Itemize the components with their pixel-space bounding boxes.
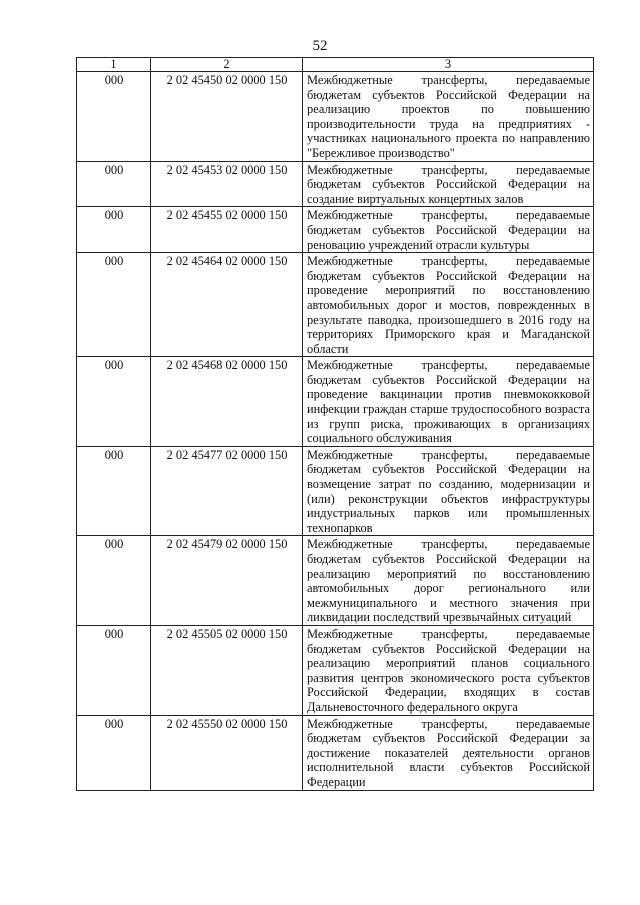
budget-code-cell: 2 02 45455 02 0000 150 bbox=[151, 207, 303, 253]
budget-code-cell: 2 02 45453 02 0000 150 bbox=[151, 161, 303, 207]
budget-code-cell: 2 02 45550 02 0000 150 bbox=[151, 715, 303, 790]
admin-code-cell: 000 bbox=[77, 536, 151, 626]
description-cell: Межбюджетные трансферты, передаваемые бюджетам субъектов Российской Федерации на реализацию мероприятий по восстановлению автомобильных дорог регионального или межмуниципального и местного значения при ликвидации последствий чрезвычайных ситуаций bbox=[303, 536, 594, 626]
budget-code-cell: 2 02 45468 02 0000 150 bbox=[151, 357, 303, 447]
budget-code-cell: 2 02 45505 02 0000 150 bbox=[151, 625, 303, 715]
table-header-row bbox=[77, 58, 594, 72]
table-row bbox=[77, 72, 594, 162]
description-cell: Межбюджетные трансферты, передаваемые бюджетам субъектов Российской Федерации за достижение показателей деятельности органов исполнительной власти субъектов Российской Федерации bbox=[303, 715, 594, 790]
budget-code-cell: 2 02 45464 02 0000 150 bbox=[151, 253, 303, 357]
admin-code-cell: 000 bbox=[77, 253, 151, 357]
budget-code-cell: 2 02 45479 02 0000 150 bbox=[151, 536, 303, 626]
admin-code-cell: 000 bbox=[77, 715, 151, 790]
budget-code-cell: 2 02 45477 02 0000 150 bbox=[151, 446, 303, 536]
description-cell: Межбюджетные трансферты, передаваемые бюджетам субъектов Российской Федерации на проведение вакцинации против пневмококковой инфекции граждан старше трудоспособного возраста из групп риска, проживающих в организациях социального обслуживания bbox=[303, 357, 594, 447]
description-cell: Межбюджетные трансферты, передаваемые бюджетам субъектов Российской Федерации на реновацию учреждений отрасли культуры bbox=[303, 207, 594, 253]
table-row bbox=[77, 715, 594, 790]
admin-code-cell: 000 bbox=[77, 207, 151, 253]
table-row bbox=[77, 625, 594, 715]
admin-code-cell: 000 bbox=[77, 161, 151, 207]
table-row bbox=[77, 161, 594, 207]
table-row bbox=[77, 536, 594, 626]
table-row bbox=[77, 207, 594, 253]
page-number: 52 bbox=[312, 38, 328, 54]
description-cell: Межбюджетные трансферты, передаваемые бюджетам субъектов Российской Федерации на проведение мероприятий по восстановлению автомобильных дорог и мостов, поврежденных в результате паводка, произошедшего в 2016 году на территориях Приморского края и Магаданской области bbox=[303, 253, 594, 357]
table-row bbox=[77, 253, 594, 357]
admin-code-cell: 000 bbox=[77, 446, 151, 536]
budget-codes-table bbox=[76, 57, 594, 791]
description-cell: Межбюджетные трансферты, передаваемые бюджетам субъектов Российской Федерации на реализацию проектов по повышению производительности труда на предприятиях - участниках национального проекта по направлению "Бережливое производство" bbox=[303, 72, 594, 162]
column-header-2: 2 bbox=[151, 58, 303, 72]
admin-code-cell: 000 bbox=[77, 357, 151, 447]
description-cell: Межбюджетные трансферты, передаваемые бюджетам субъектов Российской Федерации на создание виртуальных концертных залов bbox=[303, 161, 594, 207]
column-header-3: 3 bbox=[303, 58, 594, 72]
budget-code-cell: 2 02 45450 02 0000 150 bbox=[151, 72, 303, 162]
admin-code-cell: 000 bbox=[77, 625, 151, 715]
table-row bbox=[77, 357, 594, 447]
admin-code-cell: 000 bbox=[77, 72, 151, 162]
description-cell: Межбюджетные трансферты, передаваемые бюджетам субъектов Российской Федерации на возмещение затрат по созданию, модернизации и (или) реконструкции объектов инфраструктуры индустриальных парков или промышленных технопарков bbox=[303, 446, 594, 536]
table-row bbox=[77, 446, 594, 536]
description-cell: Межбюджетные трансферты, передаваемые бюджетам субъектов Российской Федерации на реализацию мероприятий планов социального развития центров экономического роста субъектов Российской Федерации, входящих в состав Дальневосточного федерального округа bbox=[303, 625, 594, 715]
column-header-1: 1 bbox=[77, 58, 151, 72]
